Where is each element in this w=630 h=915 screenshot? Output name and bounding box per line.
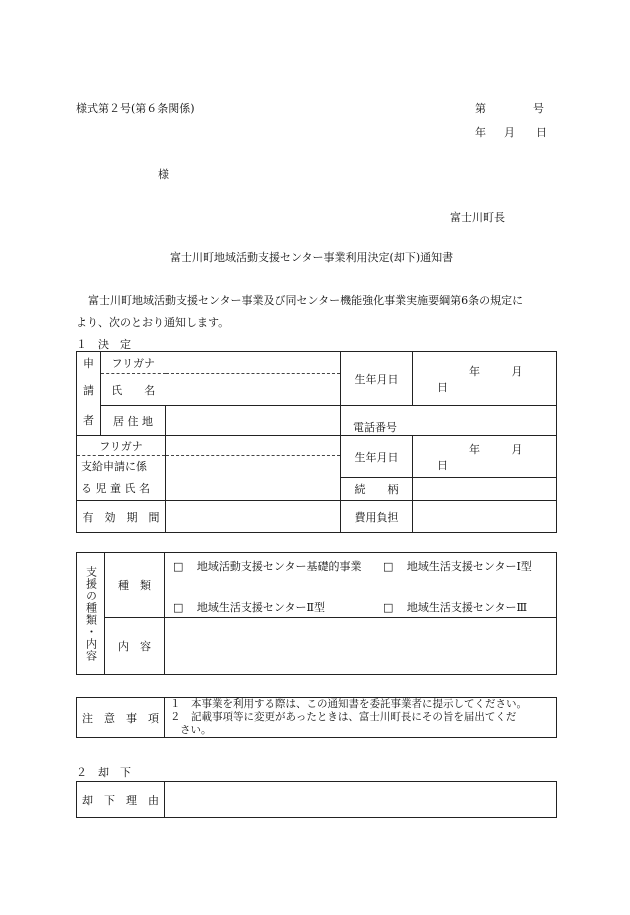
option-basic-label: 地域活動支援センター基礎的事業 bbox=[196, 560, 362, 573]
support-kind-label: 種 類 bbox=[105, 553, 165, 618]
applicant-label-3: 者 bbox=[77, 406, 101, 436]
applicant-name-value[interactable] bbox=[166, 374, 341, 406]
option-basic[interactable] bbox=[173, 558, 361, 574]
child-furigana-value[interactable] bbox=[166, 436, 341, 456]
support-content-label: 内 容 bbox=[105, 618, 165, 675]
addressee-honorific: 様 bbox=[158, 168, 169, 181]
checkbox-type-2[interactable]: □ bbox=[173, 601, 184, 614]
applicant-label-1: 申 bbox=[77, 352, 101, 374]
applicant-address-label: 居 住 地 bbox=[101, 406, 166, 436]
cost-label: 費用負担 bbox=[341, 501, 413, 533]
child-furigana-label: フリガナ bbox=[77, 436, 166, 456]
relation-label: 続 柄 bbox=[341, 478, 413, 501]
rejection-reason-value[interactable] bbox=[165, 782, 557, 818]
applicant-furigana-value[interactable] bbox=[166, 352, 341, 374]
applicant-phone-label: 電話番号 bbox=[353, 421, 397, 434]
applicant-name-label: 氏 名 bbox=[101, 374, 166, 406]
validity-label: 有 効 期 間 bbox=[77, 501, 166, 533]
doc-number-suffix: 号 bbox=[533, 102, 544, 115]
note-2b: さい。 bbox=[180, 724, 212, 736]
option-type-1[interactable] bbox=[383, 558, 532, 574]
applicant-birth-year: 年 bbox=[469, 364, 480, 378]
child-birth-value[interactable] bbox=[413, 436, 557, 478]
checkbox-basic[interactable]: □ bbox=[173, 560, 184, 573]
support-content-value[interactable] bbox=[165, 618, 557, 675]
document-title: 富士川町地域活動支援センター事業利用決定(却下)通知書 bbox=[170, 251, 454, 264]
child-name-label-line1: 支給申請に係 bbox=[81, 460, 147, 473]
support-table bbox=[76, 552, 557, 675]
doc-number-prefix: 第 bbox=[475, 102, 486, 115]
applicant-birth-value[interactable] bbox=[413, 352, 557, 406]
applicant-furigana-label: フリガナ bbox=[101, 352, 166, 374]
note-2a: ２ 記載事項等に変更があったときは、富士川町長にその旨を届出てくだ bbox=[170, 711, 517, 723]
applicant-address-value[interactable] bbox=[166, 406, 341, 436]
cost-value[interactable] bbox=[413, 501, 557, 533]
rejection-table bbox=[76, 781, 557, 818]
checkbox-type-1[interactable]: □ bbox=[383, 560, 394, 573]
support-side-label-text: 支援の種類・内容 bbox=[84, 565, 98, 662]
notes-label: 注 意 事 項 bbox=[77, 698, 165, 738]
option-type-1-label: 地域生活支援センターⅠ型 bbox=[406, 560, 532, 573]
child-birth-day: 日 bbox=[437, 458, 448, 472]
notes-content bbox=[165, 698, 557, 738]
option-type-2[interactable] bbox=[173, 599, 325, 615]
body-line-1: 富士川町地域活動支援センター事業及び同センター機能強化事業実施要綱第6条の規定に bbox=[88, 294, 524, 307]
option-type-3-label: 地域生活支援センターⅢ bbox=[406, 601, 528, 614]
option-type-2-label: 地域生活支援センターⅡ型 bbox=[196, 601, 325, 614]
date-year-label: 年 bbox=[475, 126, 486, 139]
date-day-label: 日 bbox=[536, 126, 547, 139]
applicant-phone-cell[interactable] bbox=[341, 406, 557, 436]
child-name-value[interactable] bbox=[166, 456, 341, 501]
form-number: 様式第２号(第６条関係) bbox=[76, 102, 195, 115]
applicant-birth-month: 月 bbox=[511, 364, 523, 378]
notes-table bbox=[76, 697, 557, 738]
applicant-birth-label: 生年月日 bbox=[341, 352, 413, 406]
decision-table bbox=[76, 351, 557, 533]
applicant-birth-day: 日 bbox=[437, 380, 448, 394]
issuer-name: 富士川町長 bbox=[450, 211, 505, 224]
option-type-3[interactable] bbox=[383, 599, 527, 615]
applicant-label-2: 請 bbox=[77, 374, 101, 406]
checkbox-type-3[interactable]: □ bbox=[383, 601, 394, 614]
support-side-label bbox=[77, 553, 105, 675]
section-2-heading: ２ 却 下 bbox=[76, 766, 131, 779]
date-month-label: 月 bbox=[504, 126, 515, 139]
rejection-reason-label: 却 下 理 由 bbox=[77, 782, 165, 818]
child-birth-year: 年 bbox=[469, 442, 480, 456]
section-1-heading: １ 決 定 bbox=[76, 338, 131, 351]
child-name-label-line2: る 児 童 氏 名 bbox=[81, 482, 150, 495]
body-line-2: より、次のとおり通知します。 bbox=[76, 316, 230, 329]
relation-value[interactable] bbox=[413, 478, 557, 501]
note-1: １ 本事業を利用する際は、この通知書を委託事業者に提示してください。 bbox=[170, 698, 527, 710]
child-birth-month: 月 bbox=[511, 442, 523, 456]
support-kind-options bbox=[165, 553, 557, 618]
validity-value[interactable] bbox=[166, 501, 341, 533]
child-birth-label: 生年月日 bbox=[341, 436, 413, 478]
child-name-label bbox=[77, 456, 166, 501]
